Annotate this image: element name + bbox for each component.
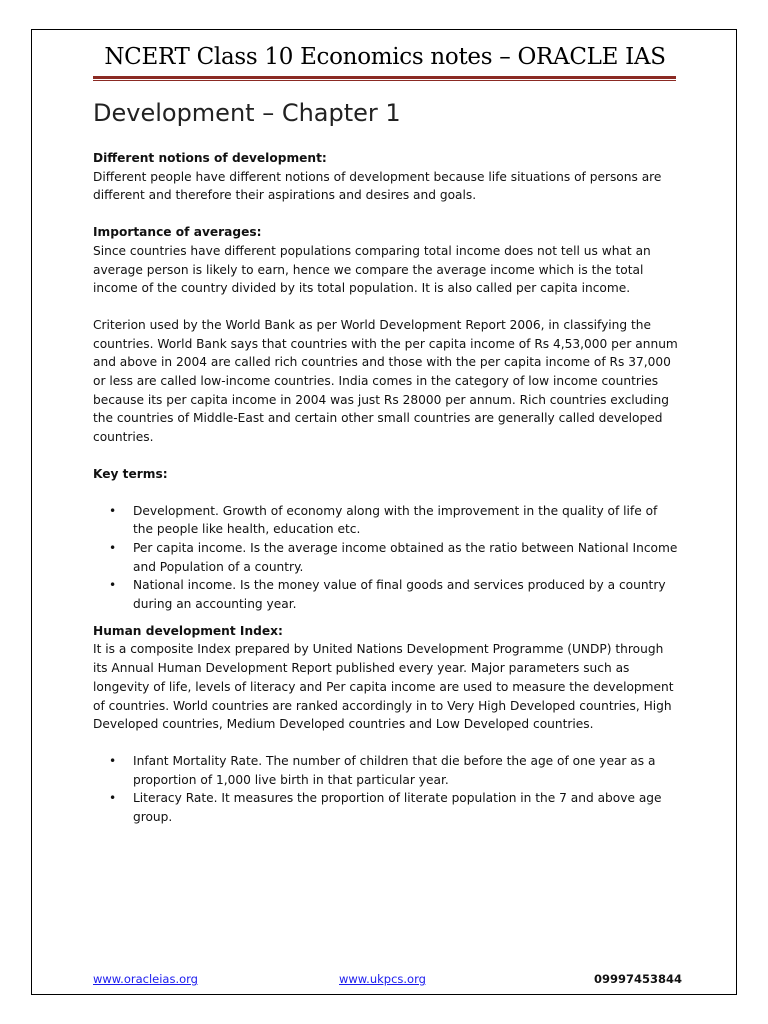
- spacer: [93, 734, 678, 752]
- chapter-title: Development – Chapter 1: [93, 99, 401, 127]
- header-rule: [93, 76, 676, 79]
- section-heading-averages: Importance of averages:: [93, 225, 262, 240]
- list-item: • National income. Is the money value of final goods and services produced by a country during an accounting year.: [93, 576, 678, 613]
- spacer: [93, 614, 678, 622]
- document-header-title: NCERT Class 10 Economics notes – ORACLE IAS: [104, 44, 666, 70]
- section-heading-notions: Different notions of development:: [93, 151, 327, 165]
- spacer: [93, 484, 678, 502]
- section-heading-hdi: Human development Index:: [93, 623, 283, 638]
- header-rule-thin: [93, 80, 676, 81]
- hdi-parameters-list: [93, 752, 678, 827]
- section-heading-key-terms: Key terms:: [93, 466, 168, 481]
- spacer: [93, 447, 678, 465]
- list-item: • Literacy Rate. It measures the proportion of literate population in the 7 and above age group.: [93, 789, 678, 826]
- spacer: [93, 298, 678, 316]
- list-item: • Per capita income. Is the average income obtained as the ratio between National Income and Population of a country.: [93, 539, 678, 576]
- footer-link-oracleias[interactable]: www.oracleias.org: [93, 972, 198, 986]
- document-body: [93, 149, 678, 827]
- list-item: • Infant Mortality Rate. The number of children that die before the age of one year as a proportion of 1,000 live birth in that particular year.: [93, 752, 678, 789]
- footer-phone-number: 09997453844: [594, 972, 683, 986]
- section-body-notions: Different people have different notions of development because life situations of persons are different and therefore their aspirations and desires and goals.: [93, 169, 662, 203]
- spacer: [93, 205, 678, 223]
- section-body-criterion: Criterion used by the World Bank as per World Development Report 2006, in classifying the countries. World Bank says that countries with the per capita income of Rs 4,53,000 per annum and above in 2004 are called rich countries and those with the per capita income of Rs 37,000 or less are called low-income countries. India comes in the category of low income countries because its per capita income in 2004 was just Rs 28000 per annum. Rich countries excluding the countries of Middle-East and certain other small countries are generally called developed countries.: [93, 317, 678, 445]
- list-item: • Development. Growth of economy along with the improvement in the quality of life of the people like health, education etc.: [93, 502, 678, 539]
- footer-link-ukpcs[interactable]: www.ukpcs.org: [339, 972, 426, 986]
- section-body-averages: Since countries have different populations comparing total income does not tell us what an average person is likely to earn, hence we compare the average income which is the total income of the country divided by its total population. It is also called per capita income.: [93, 243, 651, 296]
- key-terms-list: [93, 502, 678, 614]
- section-body-hdi: It is a composite Index prepared by United Nations Development Programme (UNDP) through its Annual Human Development Report published every year. Major parameters such as longevity of life, levels of literacy and Per capita income are used to measure the development of countries. World countries are ranked accordingly in to Very High Developed countries, High Developed countries, Medium Developed countries and Low Developed countries.: [93, 642, 674, 732]
